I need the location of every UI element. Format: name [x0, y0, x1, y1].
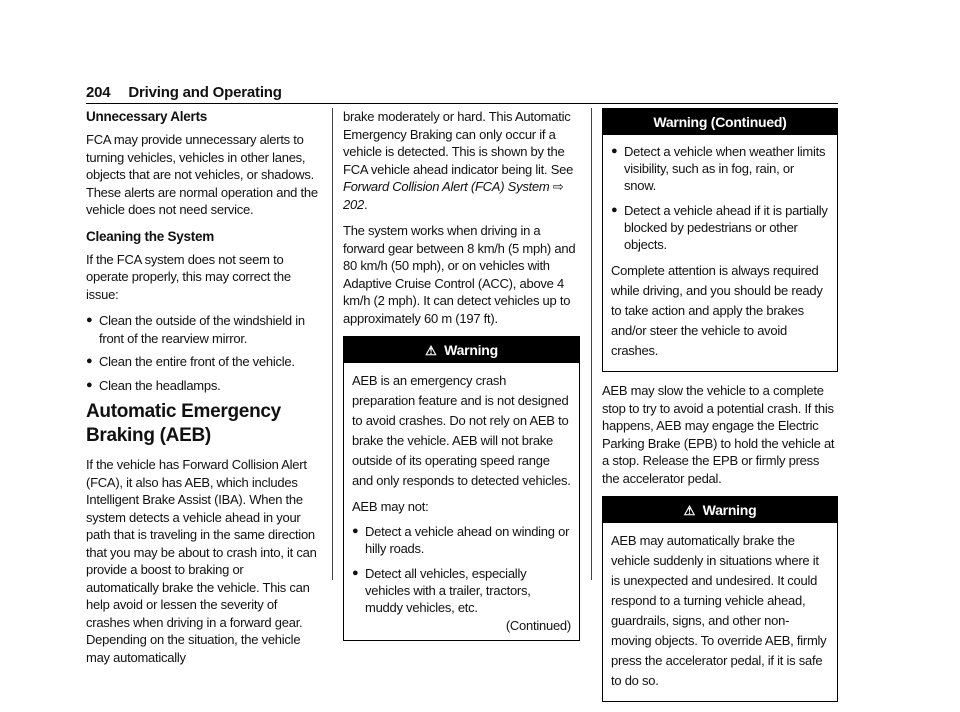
list-item: ● Detect all vehicles, especially vehicles with a trailer, tractors, muddy vehicles, etc.	[352, 566, 531, 615]
list-item: ● Detect a vehicle ahead on winding or hilly roads.	[352, 524, 570, 556]
list-item: ● Clean the entire front of the vehicle.	[86, 354, 295, 369]
column-divider	[332, 108, 333, 580]
warning-text: AEB may automatically brake the vehicle suddenly in situations where it is unexpected and undesired. It could respond to a turning vehicle ahead, guardrails, signs, and other non-moving objects. To override AEB, firmly press the accelerator pedal, if it is safe to do so.	[611, 533, 827, 688]
bullet-icon: ●	[611, 145, 618, 157]
continued-label: (Continued)	[505, 618, 571, 633]
bullet-icon: ●	[352, 567, 359, 579]
bullet-icon: ●	[611, 204, 618, 216]
paragraph-cleaning: If the FCA system does not seem to operate properly, this may correct the issue:	[86, 251, 291, 302]
paragraph-aeb-continued: brake moderately or hard. This Automatic Emergency Braking can only occur if a vehicle is detected. This is shown by the FCA vehicle ahead indicator being lit. See Forward Collision Alert (FCA) System ⇨ 202.	[343, 109, 574, 212]
bullet-icon: ●	[352, 525, 359, 537]
column-3	[602, 108, 838, 712]
header-rule	[86, 103, 838, 104]
bullet-icon: ●	[86, 355, 93, 367]
list-item: ● Clean the outside of the windshield in front of the rearview mirror.	[86, 313, 305, 346]
warning-box	[343, 336, 580, 641]
cross-reference-link[interactable]: Forward Collision Alert (FCA) System	[343, 179, 550, 194]
list-item: ● Detect a vehicle ahead if it is partially blocked by pedestrians or other objects.	[611, 203, 828, 252]
warning-text: Complete attention is always required while driving, and you should be ready to take action and apply the brakes and/or steer the vehicle to avoid crashes.	[611, 263, 823, 358]
warning-list	[611, 143, 829, 253]
cleaning-list	[86, 312, 318, 394]
warning-header: ⚠ Warning	[344, 337, 579, 363]
paragraph-unnecessary-alerts: FCA may provide unnecessary alerts to turning vehicles, vehicles in other lanes, objects that are not vehicles, or shadows. These alerts are normal operation and the vehicle does not need service.	[86, 132, 318, 217]
paragraph-aeb-stop: AEB may slow the vehicle to a complete stop to try to avoid a potential crash. If this happens, AEB may engage the Electric Parking Brake (EPB) to hold the vehicle at a stop. Release the EPB or firmly press the accelerator pedal.	[602, 383, 835, 486]
heading-aeb: Automatic Emergency Braking (AEB)	[86, 401, 281, 446]
page-number: 204	[86, 84, 111, 101]
page-ref-arrow-icon: ⇨	[552, 179, 564, 194]
section-title: Driving and Operating	[128, 84, 282, 101]
column-2	[343, 108, 580, 651]
warning-header: ⚠ Warning	[603, 497, 837, 523]
column-1	[86, 108, 318, 675]
cross-reference-page[interactable]: 202	[343, 196, 364, 212]
heading-unnecessary-alerts: Unnecessary Alerts	[86, 109, 208, 124]
list-item: ● Clean the headlamps.	[86, 377, 221, 393]
bullet-icon: ●	[86, 314, 93, 326]
warning-header: Warning (Continued)	[603, 109, 837, 135]
warning-icon: ⚠	[683, 503, 696, 518]
list-item: ● Detect a vehicle when weather limits visibility, such as in fog, rain, or snow.	[611, 144, 826, 193]
warning-icon: ⚠	[425, 343, 437, 358]
warning-box	[602, 496, 838, 702]
paragraph-speed-range: The system works when driving in a forward gear between 8 km/h (5 mph) and 80 km/h (50 mph), or on vehicles with Adaptive Cruise Control (ACC), above 4 km/h (2 mph). It can detect vehicles up to approximately 60 m (197 ft).	[343, 223, 576, 326]
column-divider	[591, 108, 592, 580]
warning-list	[352, 523, 571, 616]
heading-cleaning-system: Cleaning the System	[86, 228, 215, 244]
bullet-icon: ●	[86, 378, 93, 391]
warning-text: AEB is an emergency crash preparation feature and is not designed to avoid crashes. Do not rely on AEB to brake the vehicle. AEB will not brake outside of its operating speed range and only responds to detected vehicles.	[352, 373, 571, 488]
warning-text: AEB may not:	[352, 499, 429, 514]
page-header	[86, 84, 282, 101]
paragraph-aeb: If the vehicle has Forward Collision Alert (FCA), it also has AEB, which includes Intelligent Brake Assist (IBA). When the system detects a vehicle ahead in your path that is traveling in the same direction that you may be about to crash into, it can provide a boost to braking or automatically brake the vehicle. This can help avoid or lessen the severity of crashes when driving in a forward gear. Depending on the situation, the vehicle may automatically	[86, 457, 317, 665]
warning-box-continued	[602, 108, 838, 372]
